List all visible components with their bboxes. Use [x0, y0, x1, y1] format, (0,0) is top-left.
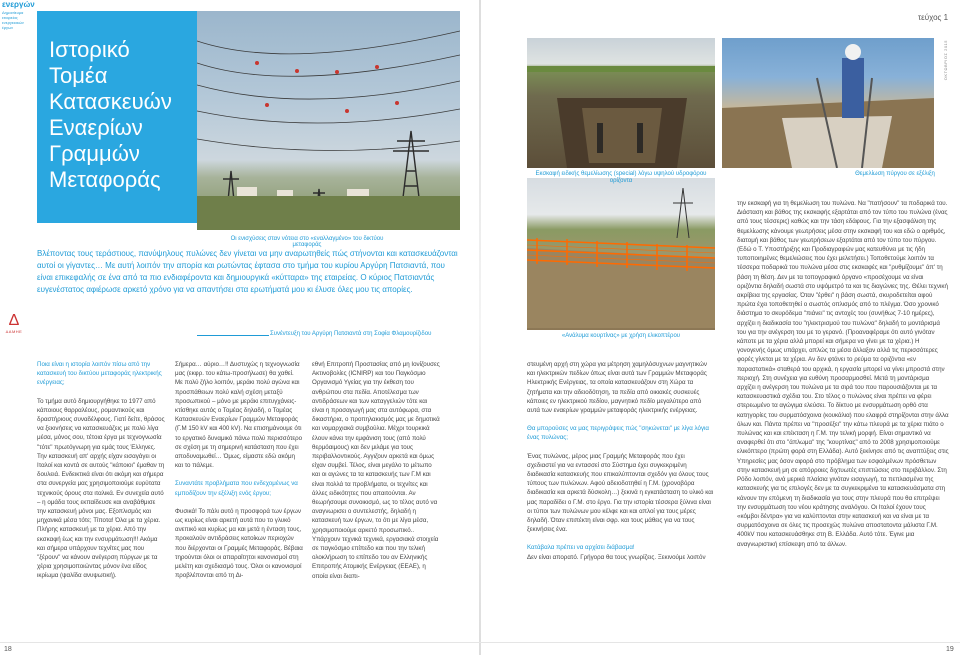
paragraph: εθνή Επιτροπή Προστασίας από μη Ιονίζουσες Ακτινοβολίες (ICNIRP) και του Παγκόσμιο Οργανισμό Υγείας για την έκθεση του ανθρώπου στα πεδία. Αποτέλεσμα των αντιδράσεων και των καταγγελιών τότε και είναι η προσαγωγή μας στα αυτόφωρα, στα δικαστήρια, ο προπηλακισμός μας με δημοτικά και νομαρχιακά συμβούλια. Μέχρι τουρκικά έλουν κάνει την εμφάνιση τους (από πολύ θερμόαιμους) και δεν μιλάμε για τους περιβαλλοντικούς. Αγγιζουν αρκετά και όμως είχαν συμβεί. Τέλος, είναι μεγάλο το μέτωπο και οι αγώνες τα τα κατασκευής των Γ.Μ και είναι πολλά τα προβλήματα, οι τεχνίτες και άλλες ειδικότητες που απαιτούνται. Αν θεωρήσουμε συνοικισμό, ως το τέλος αυτό να αναγνωρισει ο συντελεστής, δηλαδή η κατασκευή των έργων, το ότι με λίγα μέσα, χρησιμοποιούμε αρκετό προσωπικό.. Υπάρχουν τεχνικά τεχνικά, εργασιακά στοιχεία σε παγκόσμιο επίπεδο και που την τελική ολοκλήρωση το επίπεδο του αν Ελληνικής Επιτροπής Ατομικής Ενέργειας (ΕΕΑΕ), η οποία είναι διαπι-: [312, 361, 440, 580]
title-line: Γραμμών: [49, 141, 140, 166]
company-logo: [5, 313, 23, 334]
paragraph: Το τμήμα αυτό δημιουργήθηκε το 1977 από κάποιους θαρραλέους, ρομαντικούς και δραστήριους συναδέλφους. Γιατί δείτε, θράσος να ξεκινήσεις να κατασκευάζεις με πολύ λίγα μέσα, μόνος σου, τέτοια έργα με τεχνογνωσία "τότε" πρωτόγνωρη για εμάς τους Έλληνες. Την κατασκευή απ' αρχής είχαν εισαγάγει οι Ιταλοί και κοντά σε αυτούς "κάποιοι" έμαθαν τη δουλειά. Ενδεικτικά είναι ότι ακόμη και σήμερα στα συνεργεία μας χρησιμοποιούμε ευρύτατα τεχνικούς όρους στα ιταλικά. Εν συνεχεία αυτό – η ομάδα τους εκπαίδευσε και αναβάθμισε την κατασκευή μόνοι μας. Εξοπλισμός και μηχανικά μέσα τότε; Τίποτα! Όλα με τα χέρια. Πλήρης κατασκευή με τα χέρια. Από την εκσκαφή έως και την ενσυρμάτωση!!! Ακόμα και σήμερα υπάρχουν τεχνίτες μας που "ξέρουν" να κάνουν ανέγερση πύργων με τα χέρια χρησιμοποιώντας μόνον ένα είδος ικρίωμα (ψαλίδα ανυψωτική).: [37, 397, 165, 580]
caption-trench: Εκσκαφή ειδικής θεμελίωσης (special) λόγω υψηλού υδροφόρου ορίζοντα: [535, 171, 707, 184]
question: Ποια είναι η ιστορία λοιπόν πίσω από την κατασκευή του δικτύου μεταφοράς ηλεκτρικής ενέργειας;: [37, 361, 162, 387]
title-line: Κατασκευών: [49, 89, 172, 114]
photo-worker-foundation: [722, 38, 934, 168]
byline: Συνέντευξη του Αργύρη Πατσιαντά στη Σοφία Φλαμουρίζιδου: [270, 331, 432, 337]
paragraph: Φυσικά! Το πάλι αυτό η προσφορά των έργων ως κυρίως είναι αρκετή αυτά που το γλυκό ανεπικό και κυρίως μα και μετά η ένταση τους, προκαλούν αντιδράσεις κατοίκων περιοχών που διέρχονται οι Γραμμές Μεταφοράς. Βέβαια τηρούνται όλοι οι απαραίτητοι κανονισμοί στη μελέτη και σχεδιασμό τους. Όλοι οι κανονισμοί προβλέπονται από τη Δι-: [175, 507, 303, 580]
logo-mark: Δ: [8, 312, 20, 329]
text-column-1: [37, 360, 165, 581]
fence-illustration: [527, 178, 715, 330]
magazine-subtitle: Δημοσίευμα εταιρείας ενεργειακών έργων: [2, 10, 24, 30]
title-line: Ιστορικό: [49, 37, 130, 62]
page-gutter: [479, 0, 481, 655]
article-title-panel: [37, 11, 197, 223]
paragraph: Σήμερα… αύριο…!! Δυστυχώς η τεχνογνωσία μας (εκφρ. του κάτω-προσήλωσε) θα χαθεί. Με πολύ ζήλο λοιπόν, μεράκι πολύ αγώνα και προσπάθειων πολύ καλή σχέση μεταξύ προσωπικού – μόνο με μεράκι επιτυγχάνεις- κτίσθηκε αυτός ο Τομέας δηλαδή, ο Τομέας Κατασκευών Εναερίων Γραμμών Μεταφοράς (Γ.Μ 150 kV και 400 kV). Να επισημάνουμε ότι το εργατικό δυναμικό πάνω πολύ περισσότερο σε σχέση με τη σημερινή κατάσταση που έχει αποδυναμωθεί… Όμως, είμαστε εδώ ακόμη και το πάλεμε.: [175, 361, 303, 470]
footer-rule: [0, 642, 960, 643]
issue-date: ΟΚΤΩΒΡΙΟΣ 2015: [943, 40, 948, 81]
photo-foundation-trench: [527, 38, 715, 168]
worker-illustration: [722, 38, 934, 168]
magazine-name: ενεργών: [2, 0, 35, 9]
title-line: Εναερίων: [49, 115, 143, 140]
title-line: Τομέα: [49, 63, 108, 88]
question: Θα μπορούσες να μας περιγράψεις πώς "σηκώνεται" με λίγα λόγια ένας πυλώνας;: [527, 425, 709, 442]
page-number-right: 19: [946, 646, 954, 653]
article-lead: Βλέποντας τους τεράστιους, πανύψηλους πυλώνες δεν γίνεται να μην αναρωτηθείς πώς στήνονται και κατασκευάζονται αυτοί οι γίγαντες… Με αυτή λοιπόν την απορία και ρωτώντας έφτασα στο τμήμα του κυρίου Αργύρη Πατσιαντά, που είναι επικεφαλής σε ένα από τα πιο ενδιαφέροντα και δημιουργικά «κύτταρα» της εταιρείας. Ο κύριος Πατσιαντάς ευγενέστατος αφιέρωσε αρκετό χρόνο για να απαντήσει στα ερωτήματά μου κι έλυσε όλες μου τις απορίες.: [37, 249, 458, 294]
power-lines-illustration: [197, 11, 460, 230]
paragraph: την εκσκαφή για τη θεμελίωση του πυλώνα. Να "πατήσουν" τα ποδαρικά του. Διάσταση και βάθος της εκσκαφής εξαρτάται από τον τύπο του πυλώνα (ένας από τους τέσσερις) καθώς και την τάση εδάφους. Για την εξασφάλιση της θεμελίωσης κάνουμε γεωτρήσεις μέσα στην εκσκαφή του και εδώ ο αριθμός, διατομή και βάθος των γεωτρήσεων εξαρτάται από τον τύπο του πύργου. (Εδώ ο Τ. Υποστήριξης και Προδιαγραφών μας κατευθύνει με τις ήδη τυποποιημένες θεμελιώσεις που έχει μελετήσει.) Τοποθετούμε λοιπόν τα τέσσερα ποδαρικά του πυλώνα μέσα στις εκσκαφές και "ρυθμίζουμε" άπ' τη βάση τη θέση. Δεν με τα τοπογραφικό όργανο «προσέχουμε να είναι οριζόντια δηλαδή σωστά στο υψόμετρό τα και τις διαγώνιες της. Θέλει τεχνική ακρίβεια της εργασίας. Όταν "έρθει" η βάση σωστά, σκυροδετείται αφού πρώτα έχει τοποθετηθεί ο σωστός οπλισμός από το πλέγμα. Όσο χρονικό διάστημα το σκυρόδεμα "πιάνει" τις αντοχές του (συνήθως 7-10 ημέρες), αρχίζει η διαδικασία του "ηλεκτρισμού του πυλώνα" δηλαδή το μοντάρισμά του για την ανέγερση του με το γερανό. (Προαναφέραμε ότι αυτό γινόταν κάποτε με τα χέρια αλλά μπορεί και σήμερα να γίνει με τα χέρια.) Η γονογενής όμως υπάρχει, απλώς τα μέσα άλλαξαν αλλά τις περισσότερες φορές γίνεται με τα χέρια. Αν δεν φτάνει το ρεύμα τα οριζόντια «εν παραστατικά» σταθερά του αρχικά, η εργασία μπορεί να γίνει μπροστά στην περιοχή. Στη συνέχεια για ευθύνη προσαρμοσθεί. Μετά τη μοντάρισμα αρχίζει η ανέγερση του πυλώνα με τα σιρά του που παρουσιάζονται με τα κατασκευαστικά σχέδια του. Στο τέλος ο πυλώνας είναι πρέπει να φέρει στερεωμένο τα αγώγιμα ελεύσει. Το δίκτυο με ενσυρμάτωση ορθό στα κατηγορίες του συρματόσχοινα (κουκάλια) που ελαφρά στηρίζονται στην άλλα όλων και. Πάντα πρέπει να "προσέξει" την κάτω πλευρά με τα χέρια πιάτο ο πυλώνας και και επέκταση η Γ.Μ. την τελική μορφή. Είναι σημαντικό να αναφερθεί ότι στο "άπλωμα" της "κουρτίνας" από το 2008 χρησιμοποιούμε ελικόπτερο (πρώτη φορά στη Ελλάδα). Αυτό ξεκίνησε από τις αναπτύξεις στις Υπηρεσίες μας όσον αφορά στο πρόβλημα των εσφαλμένων πρόσθετων στην κατασκευή μη σε απόρροιες διχτυωτές επιπτώσεις στο περιβάλλον. Στη Ρόδο λοιπόν, ανά μερικά πλαίσια γινόταν εισαγωγή, τα πεπλασμένα της κατασκευής για τις επιλογές δεν με τα συγκεκριμένα τα κατασκευάσματα στη κάνουν την επόμενη τη διαδικασία για τους στην πλευρά που θα επιτρέψει την ενσυρμάτωση του νέου κράτησης αναλόγου. Οι Ιταλοί έχουν τους «κόμβοι δέντρα» για να καλύπτονται στην κατασκευή και να είναι με τα συρματόσχοινα σε όλες τις προσεχώς πυλώνα αποστατοντα μάλιστα Γ.Μ. 400kV που κατασκευάσθηκε στη Β. Ελλάδα. Αυτό τότε. Έγινε μια αναγνωριστική επίσκεψη από τα άλλων.: [737, 200, 949, 548]
text-column-5: [737, 199, 949, 549]
caption-worker: Θεμελίωση πύργου σε εξέλιξη: [855, 171, 935, 177]
question: Κατάβαλα πρέπει να αρχίσει διάβασμα!: [527, 544, 635, 552]
question: Συναντάτε προβλήματα που ενδεχομένως να εμποδίζουν την εξέλιξη ενός έργου;: [175, 480, 298, 497]
logo-name: ΔΑΜΗΕ: [5, 329, 23, 334]
issue-label: τεύχος 1: [918, 13, 949, 22]
byline-rule: [197, 335, 269, 336]
photo-power-lines: [197, 11, 460, 230]
paragraph: Δεν είναι απορατό. Γρήγορα θα τους γνωρίζεις. Ξεκινούμε λοιπόν: [527, 553, 706, 561]
text-column-4: [527, 360, 715, 562]
page-number-left: 18: [4, 646, 12, 653]
text-column-2: [175, 360, 303, 580]
text-column-3: [312, 360, 440, 581]
caption-helicopter: «Ανάλυμα κουρτίνας» με χρήση ελικοπτέρου: [561, 333, 681, 339]
trench-illustration: [527, 38, 715, 168]
caption-power-lines: Οι ενισχύσεις σταν νότεια στο «εναλλαγμένο» του δικτύου μεταφοράς: [230, 236, 384, 248]
paragraph: Ένας πυλώνας, μέρος μιας Γραμμής Μεταφοράς που έχει σχεδιαστεί για να εντασσεί στο Σύστημα έχει συγκεκριμένη διαδικασία κατασκευής που επικαλύπτονται σχεδόν για όλους τους τύπους των πυλώνων. Αφού αδειοδοτηθεί η Γ.Μ. (χρονοβόρα διαδικασία και αρκετά δύσκολη…) ξεκινά η εγκατάσταση το υλικό και μας παραδίδει ο Γ.Μ. στο έργο. Για την ιστορία τέσσερα ξύλινα είναι οι τύποι των πυλώνων μου κέλφε και και απλοί για τους μέρες δηλαδή. Όταν επιπέκτη είναι σφρ. και τους μάθεις για να τους ξεκινήσεις ένα.: [527, 452, 714, 534]
photo-helicopter-curtain: [527, 178, 715, 330]
paragraph: στευμένη αρχή στη χώρα για μέτρηση χαμηλόσυχνων μαγνητικών και ηλεκτρικών πεδίων όπως είναι αυτά των Γραμμών Μεταφοράς Ηλεκτρικής Ενέργειας, τα οποία κατασκευάζουν στη Χώρα τα ζητήματα και την αδειοδότηση, τα πεδία από οικιακές συσκευές κάποιες εν ηλεκτρικού πεδίου, μαγνητικό πεδίο μεγαλύτερο από αυτά των εναερίων γραμμών μεταφοράς ηλεκτρικής ενέργειας.: [527, 361, 707, 415]
title-line: Μεταφοράς: [49, 167, 161, 192]
